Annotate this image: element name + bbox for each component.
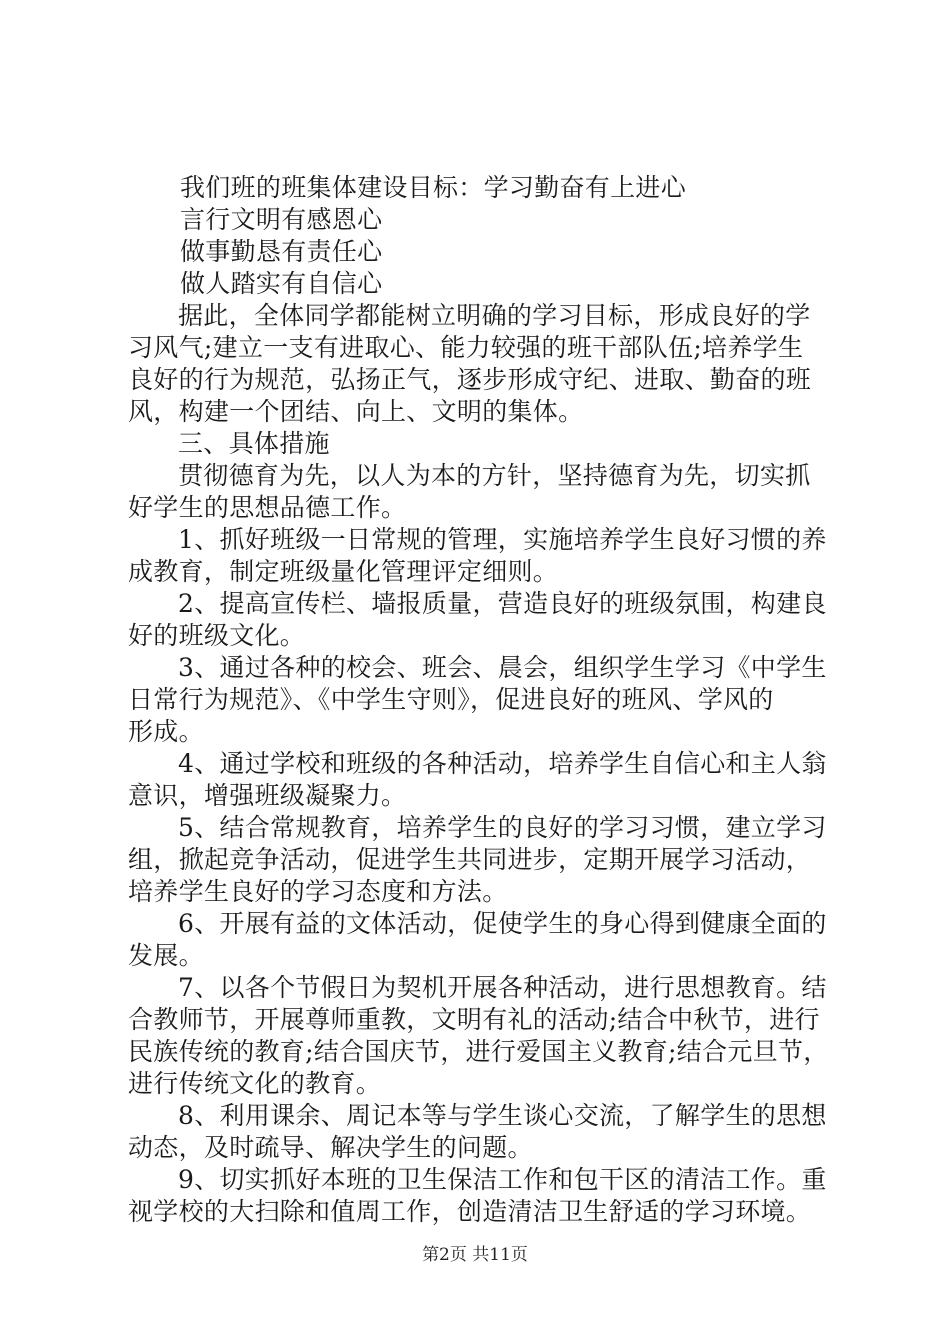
paragraph-line: 动态，及时疏导、解决学生的问题。 — [128, 1133, 533, 1162]
paragraph-line: 3、通过各种的校会、班会、晨会，组织学生学习《中学生 — [178, 653, 827, 682]
paragraph-line: 民族传统的教育;结合国庆节，进行爱国主义教育;结合元旦节， — [128, 1037, 829, 1066]
paragraph — [128, 588, 832, 652]
paragraph-line: 日常行为规范》、《中学生守则》，促进良好的班风、学风的 — [128, 685, 774, 714]
paragraph — [128, 524, 832, 588]
paragraph — [128, 1100, 832, 1164]
paragraph-line: 5、结合常规教育，培养学生的良好的学习习惯，建立学习 — [178, 813, 827, 842]
paragraph-line: 成教育，制定班级量化管理评定细则。 — [128, 557, 559, 586]
paragraph — [128, 972, 832, 1100]
paragraph — [128, 908, 832, 972]
paragraph-line: 风，构建一个团结、向上、文明的集体。 — [128, 397, 584, 426]
paragraph-line: 视学校的大扫除和值周工作，创造清洁卫生舒适的学习环境。 — [128, 1197, 812, 1226]
goal-line: 言行文明有感恩心 — [180, 205, 383, 234]
paragraph-line: 习风气;建立一支有进取心、能力较强的班干部队伍;培养学生 — [128, 333, 804, 362]
paragraph-line: 好学生的思想品德工作。 — [128, 493, 407, 522]
paragraph-line: 三、具体措施 — [178, 429, 330, 458]
paragraph-line: 组，掀起竞争活动，促进学生共同进步，定期开展学习活动， — [128, 845, 812, 874]
paragraph — [128, 1164, 832, 1228]
paragraph-line: 7、以各个节假日为契机开展各种活动，进行思想教育。结 — [178, 973, 827, 1002]
goal-line: 我们班的班集体建设目标：学习勤奋有上进心 — [180, 173, 687, 202]
paragraph-line: 好的班级文化。 — [128, 621, 306, 650]
paragraph — [128, 812, 832, 908]
paragraph-line: 培养学生良好的学习态度和方法。 — [128, 877, 508, 906]
paragraph — [128, 652, 832, 748]
paragraph-line: 意识，增强班级凝聚力。 — [128, 781, 407, 810]
paragraph-line: 4、通过学校和班级的各种活动，培养学生自信心和主人翁 — [178, 749, 827, 778]
paragraph-line: 2、提高宣传栏、墙报质量，营造良好的班级氛围，构建良 — [178, 589, 827, 618]
document-body — [128, 172, 832, 1228]
paragraph-line: 9、切实抓好本班的卫生保洁工作和包干区的清洁工作。重 — [178, 1165, 827, 1194]
paragraph-line: 合教师节，开展尊师重教，文明有礼的活动;结合中秋节，进行 — [128, 1005, 820, 1034]
paragraph-line: 良好的行为规范，弘扬正气，逐步形成守纪、进取、勤奋的班 — [128, 365, 812, 394]
paragraph — [128, 748, 832, 812]
paragraph-line: 贯彻德育为先，以人为本的方针，坚持德育为先，切实抓 — [178, 461, 811, 490]
paragraph-line: 据此，全体同学都能树立明确的学习目标，形成良好的学 — [178, 301, 811, 330]
goal-line: 做人踏实有自信心 — [180, 269, 383, 298]
paragraph-line: 1、抓好班级一日常规的管理，实施培养学生良好习惯的养 — [178, 525, 827, 554]
paragraph-line: 6、开展有益的文体活动，促使学生的身心得到健康全面的 — [178, 909, 827, 938]
page-footer: 第2页 共11页 — [422, 1245, 528, 1265]
paragraph — [128, 460, 832, 524]
paragraph-line: 8、利用课余、周记本等与学生谈心交流，了解学生的思想 — [178, 1101, 827, 1130]
paragraph-line: 形成。 — [128, 717, 204, 746]
paragraph — [128, 300, 832, 428]
goal-line: 做事勤恳有责任心 — [180, 237, 383, 266]
paragraph-line: 发展。 — [128, 941, 204, 970]
paragraph-line: 进行传统文化的教育。 — [128, 1069, 382, 1098]
paragraph — [128, 428, 832, 460]
